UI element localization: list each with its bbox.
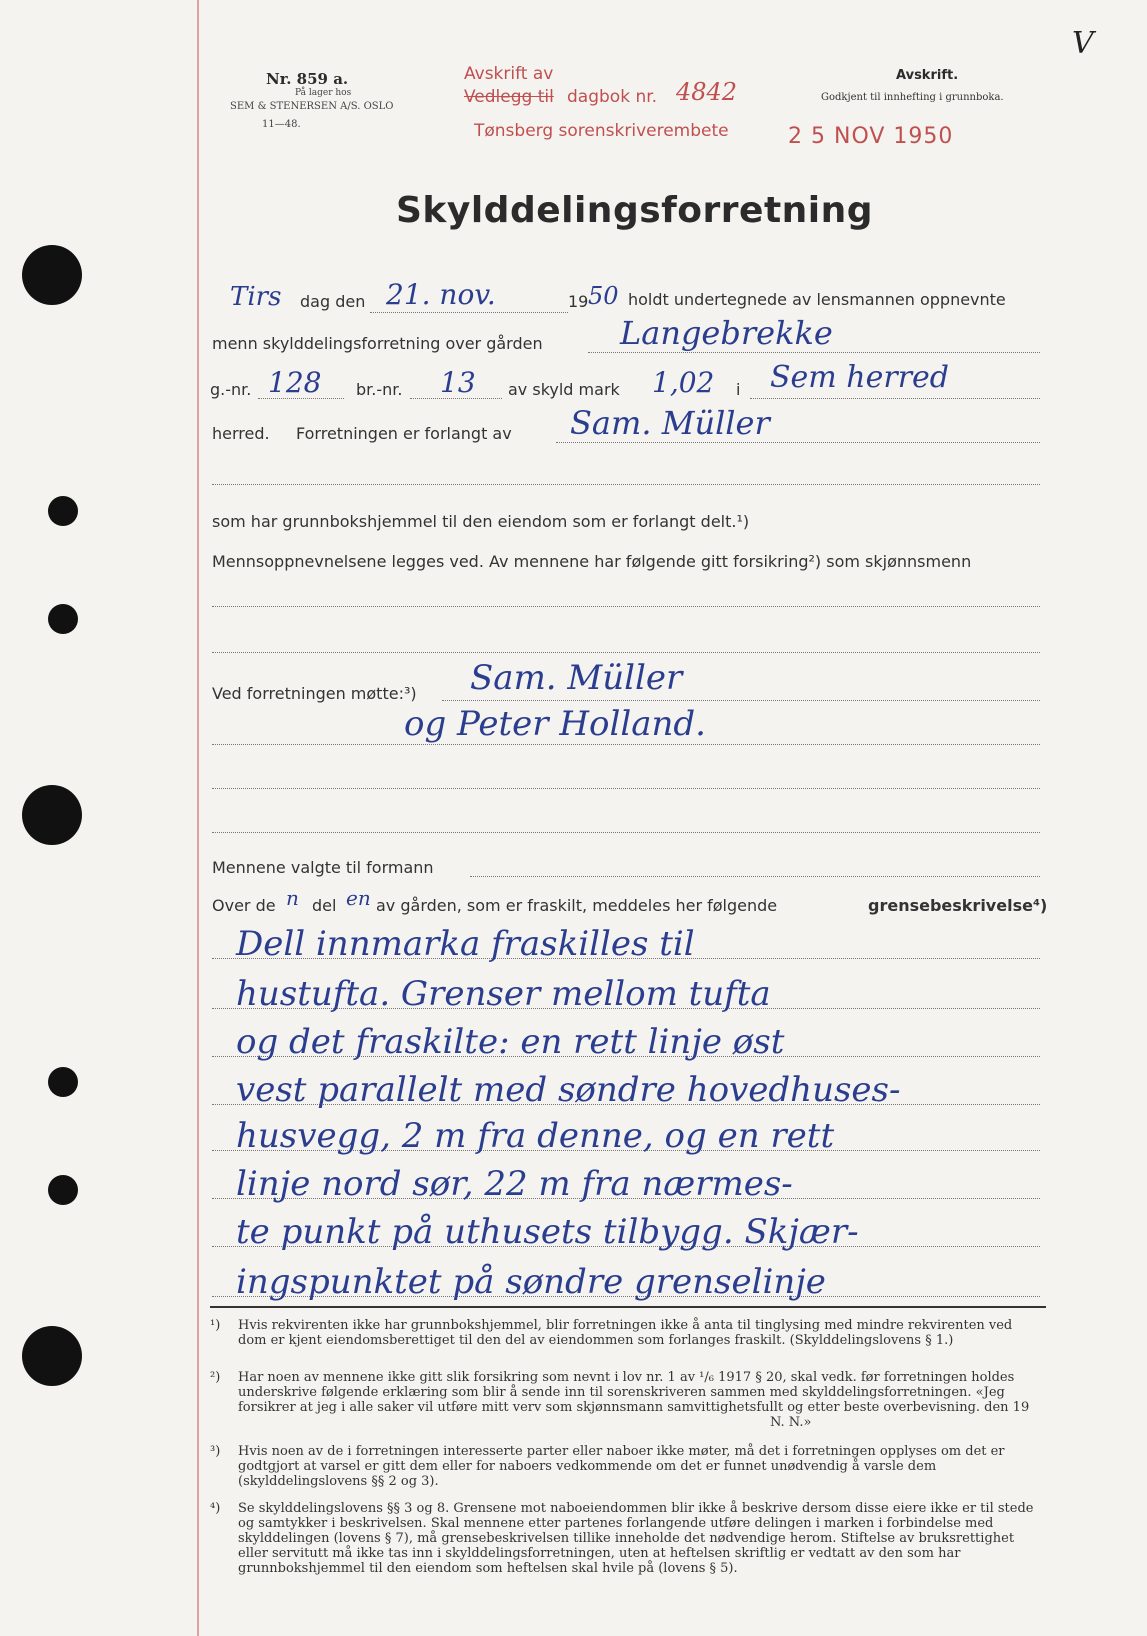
footnote-text: Hvis noen av de i forretningen interesserte parter eller naboer ikke møter, må det i forretningen opplyses om det er godtgjort at varsel er gitt dem eller for naboers vedkommende om det er funnet unødvendig å varsle dem (skylddelingslovens §§ 2 og 3). — [238, 1444, 1005, 1489]
right-title: Avskrift. — [896, 68, 959, 83]
stamp-dagbok-label: dagbok nr. — [567, 87, 658, 107]
footnote-number: ²) — [210, 1370, 221, 1385]
printer-name: SEM & STENERSEN A/S. OSLO — [230, 101, 394, 112]
formann-label: Mennene valgte til formann — [212, 858, 434, 877]
description-line: husvegg, 2 m fra denne, og en rett — [236, 1116, 835, 1156]
printer-date: 11—48. — [262, 119, 301, 130]
over-label-b: del — [312, 896, 337, 915]
mote-hand-2: og Peter Holland. — [404, 704, 706, 744]
footnote — [210, 1501, 1040, 1576]
footnote-number: ⁴) — [210, 1501, 221, 1516]
farm-hand: Langebrekke — [620, 314, 833, 352]
bnr-label: br.-nr. — [356, 380, 403, 399]
margin-line — [197, 0, 199, 1636]
description-line: linje nord sør, 22 m fra nærmes- — [236, 1164, 793, 1204]
punch-hole — [48, 1067, 78, 1097]
over-label-a: Over de — [212, 896, 276, 915]
blank-line — [212, 788, 1040, 789]
grunnbok-text: som har grunnbokshjemmel til den eiendom som er forlangt delt.¹) — [212, 512, 750, 531]
over-hand-n: n — [286, 886, 299, 910]
date-hand: 21. nov. — [386, 278, 496, 311]
formann-line — [470, 876, 1040, 877]
footnote-number: ³) — [210, 1444, 221, 1459]
stamp-date: 2 5 NOV 1950 — [788, 124, 954, 149]
stamp-avskrift: Avskrift av — [464, 64, 554, 84]
printer-line: På lager hos — [295, 88, 352, 98]
line1-text: holdt undertegnede av lensmannen oppnevnte — [628, 290, 1006, 309]
description-line: ingspunktet på søndre grenselinje — [236, 1262, 826, 1302]
description-line: vest parallelt med søndre hovedhuses- — [236, 1070, 901, 1110]
year-hand: 50 — [588, 282, 619, 310]
dag-den-label: dag den — [300, 292, 366, 311]
blank-line — [212, 606, 1040, 607]
punch-hole — [48, 496, 78, 526]
over-label-c: av gården, som er fraskilt, meddeles her følgende — [376, 896, 778, 915]
mote-label: Ved forretningen møtte:³) — [212, 684, 417, 703]
mennsopp-text: Mennsoppnevnelsene legges ved. Av mennene har følgende gitt forsikring²) som skjønnsmenn — [212, 552, 972, 571]
description-line: og det fraskilte: en rett linje øst — [236, 1022, 785, 1062]
footnote-separator — [210, 1306, 1046, 1308]
farm-line — [588, 352, 1040, 353]
forlangt-hand: Sam. Müller — [570, 404, 770, 442]
stamp-vedlegg: Vedlegg til — [464, 87, 554, 107]
gnr-hand: 128 — [268, 366, 322, 399]
footnote-signature: N. N.» — [770, 1415, 812, 1430]
stamp-office: Tønsberg sorenskriverembete — [474, 121, 729, 141]
mote-hand-1: Sam. Müller — [470, 658, 683, 698]
footnote-number: ¹) — [210, 1318, 221, 1333]
gnr-label: g.-nr. — [210, 380, 252, 399]
footnote — [210, 1444, 1040, 1489]
punch-hole — [48, 604, 78, 634]
i-label: i — [736, 380, 741, 399]
punch-hole — [22, 1326, 82, 1386]
skyld-label: av skyld mark — [508, 380, 620, 399]
form-number: Nr. 859 a. — [266, 70, 349, 88]
mote-line — [442, 700, 1040, 701]
description-line: hustufta. Grenser mellom tufta — [236, 974, 771, 1014]
punch-hole — [48, 1175, 78, 1205]
description-line: te punkt på uthusets tilbygg. Skjær- — [236, 1212, 859, 1252]
footnote — [210, 1318, 1040, 1348]
date-line — [370, 312, 568, 313]
weekday-hand: Tirs — [230, 282, 282, 312]
check-mark: V — [1072, 26, 1094, 61]
footnote-text: Se skylddelingslovens §§ 3 og 8. Grensene mot naboeiendommen blir ikke å beskrive dersom disse eiere ikke er til stede og samtykker i beskrivelsen. Skal mennene etter partenes forlangende utføre delingen i marken i forbindelse med skylddelingen (lovens § 7), må grensebeskrivelsen tillike inneholde det nødvendige herom. Stiftelse av bruksrettighet eller servitutt må ikke tas inn i skylddelingsforretningen, uten at heftelsen skriftlig er vedtatt av den som har grunnbokshjemmel til den eiendom som heftelsen skal hvile på (lovens § 5). — [238, 1501, 1034, 1576]
herred-label: herred. — [212, 424, 270, 443]
description-line: Dell innmarka fraskilles til — [236, 924, 695, 964]
right-subtitle: Godkjent til innhefting i grunnboka. — [821, 92, 1004, 103]
forlangt-label: Forretningen er forlangt av — [296, 424, 512, 443]
year-prefix: 19 — [568, 292, 589, 311]
punch-hole — [22, 785, 82, 845]
over-hand-en: en — [346, 886, 371, 910]
grense-label: grensebeskrivelse⁴) — [868, 896, 1048, 915]
forlangt-line — [556, 442, 1040, 443]
footnote-text: Hvis rekvirenten ikke har grunnbokshjemmel, blir forretningen ikke å anta til tinglysing med mindre rekvirenten ved dom er kjent eiendomsberettiget til den del av eiendommen som forlanges fraskilt. (Skylddelingslovens § 1.) — [238, 1318, 1013, 1348]
document-title: Skylddelingsforretning — [396, 190, 874, 231]
footnote-text: Har noen av mennene ikke gitt slik forsikring som nevnt i lov nr. 1 av ¹/₆ 1917 § 20, skal vedk. før forretningen holdes underskrive følgende erklæring som blir å sende inn til sorenskriveren sammen med skylddelingsforretningen. «Jeg forsikrer at jeg i alle saker vil utføre mitt verv som skjønnsmann samvittighetsfullt og etter beste overbevisning. den 19 — [238, 1370, 1030, 1415]
skyld-hand: 1,02 — [652, 366, 715, 399]
punch-hole — [22, 245, 82, 305]
mote-line-2 — [212, 744, 1040, 745]
herred-hand: Sem herred — [770, 360, 950, 395]
blank-line — [212, 484, 1040, 485]
blank-line — [212, 652, 1040, 653]
bnr-hand: 13 — [440, 366, 476, 399]
footnote — [210, 1370, 1040, 1430]
farm-label: menn skylddelingsforretning over gården — [212, 334, 543, 353]
dagbok-number: 4842 — [676, 78, 738, 106]
herred-line — [750, 398, 1040, 399]
blank-line — [212, 832, 1040, 833]
